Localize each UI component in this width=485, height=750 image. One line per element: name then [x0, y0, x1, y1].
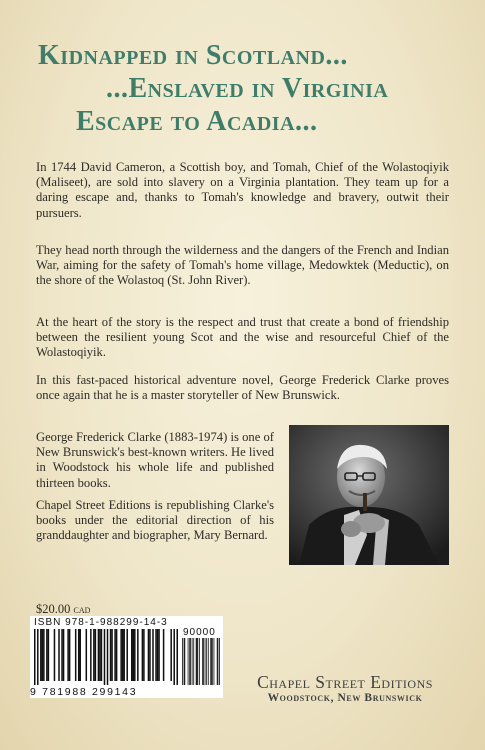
barcode-bar — [134, 629, 136, 681]
addon-bar — [184, 638, 185, 685]
blurb-paragraph-4: In this fast-paced historical adventure novel, George Frederick Clarke proves once again that he is a master storyteller of New Brunswick. — [36, 373, 449, 403]
addon-bar — [217, 638, 218, 685]
headline-kidnapped: Kidnapped in Scotland... — [38, 40, 348, 71]
addon-bar — [197, 638, 198, 685]
barcode-bar — [126, 629, 128, 681]
publisher-name: Chapel Street Editions — [257, 672, 433, 692]
barcode-bar — [107, 629, 109, 685]
addon-bar — [218, 638, 219, 685]
barcode-bar — [157, 629, 159, 681]
barcode-bar — [75, 629, 77, 681]
barcode-bar — [63, 629, 65, 681]
addon-bar — [203, 638, 204, 685]
publisher-location: Woodstock, New Brunswick — [267, 692, 423, 704]
author-photo — [289, 425, 449, 565]
price-label — [36, 602, 90, 617]
barcode-bar — [104, 629, 106, 685]
barcode-bar — [155, 629, 157, 681]
addon-barcode-bars — [182, 638, 220, 685]
barcode-bar — [158, 629, 160, 681]
barcode-bar — [79, 629, 81, 681]
barcode-bar — [137, 629, 139, 681]
addon-bar — [205, 638, 206, 685]
addon-bar — [212, 638, 213, 685]
barcode-bar — [37, 629, 39, 685]
addon-bar — [202, 638, 203, 685]
barcode-bar — [114, 629, 116, 681]
barcode-bar — [133, 629, 135, 681]
barcode-bar — [34, 629, 36, 685]
barcode-bar — [122, 629, 124, 681]
barcode-bar — [98, 629, 100, 681]
barcode-bar — [173, 629, 175, 685]
addon-bar — [182, 638, 183, 685]
headline-enslaved: ...Enslaved in Virginia — [106, 73, 389, 104]
barcode-bar — [149, 629, 151, 681]
barcode-bar — [170, 629, 172, 681]
isbn-number: ISBN 978-1-988299-14-3 — [34, 617, 168, 628]
barcode-bar — [48, 629, 50, 681]
ean-barcode-bars — [34, 629, 178, 685]
price-currency: CAD — [73, 606, 91, 615]
addon-bar — [206, 638, 207, 685]
barcode-bar — [123, 629, 125, 681]
addon-bar — [197, 638, 198, 685]
barcode-bar — [78, 629, 80, 681]
barcode-bar — [40, 629, 42, 681]
addon-bar — [189, 638, 190, 685]
barcode-bar — [67, 629, 69, 681]
barcode-bar — [152, 629, 154, 681]
addon-bar — [210, 638, 211, 685]
barcode-bar — [54, 629, 56, 681]
barcode-bar — [69, 629, 71, 681]
addon-bar — [184, 638, 185, 685]
author-bio: George Frederick Clarke (1883-1974) is one of New Brunswick's best-known writers. He lived in Woodstock his whole life and published thirteen books. — [36, 430, 275, 490]
price-amount: $20.00 — [36, 602, 71, 616]
addon-bar — [190, 638, 191, 685]
addon-digits: 90000 — [183, 627, 216, 638]
barcode-bar — [58, 629, 60, 681]
author-portrait-image — [289, 425, 449, 565]
addon-bar — [196, 638, 197, 685]
addon-bar — [199, 638, 200, 685]
addon-bar — [219, 638, 220, 685]
barcode-bar — [148, 629, 150, 681]
isbn-barcode — [30, 616, 223, 698]
barcode-bar — [86, 629, 88, 681]
barcode-bar — [46, 629, 48, 681]
barcode-bar — [93, 629, 95, 681]
ean-digits: 9 781988 299143 — [30, 686, 138, 698]
addon-bar — [208, 638, 209, 685]
barcode-bar — [143, 629, 145, 681]
barcode-bar — [43, 629, 45, 681]
barcode-bar — [176, 629, 178, 685]
blurb-paragraph-3: At the heart of the story is the respect and trust that create a bond of friendship between the resilient young Scot and the wise and resourceful Chief of the Wolastoqiyik. — [36, 315, 449, 360]
addon-bar — [193, 638, 194, 685]
barcode-bar — [90, 629, 92, 681]
barcode-bar — [42, 629, 44, 681]
barcode-bar — [120, 629, 122, 681]
barcode-bar — [95, 629, 97, 681]
barcode-bar — [61, 629, 63, 681]
barcode-bar — [110, 629, 112, 681]
addon-bar — [211, 638, 212, 685]
blurb-paragraph-2: They head north through the wilderness and the dangers of the French and Indian War, aiming for the safety of Tomah's home village, Medowktek (Meductic), on the shore of the Wolastoq (St. John River). — [36, 243, 449, 288]
barcode-bar — [131, 629, 133, 681]
barcode-bar — [163, 629, 165, 681]
barcode-bar — [99, 629, 101, 681]
headline-escape: Escape to Acadia... — [76, 106, 318, 137]
addon-bar — [188, 638, 189, 685]
barcode-bar — [116, 629, 118, 681]
barcode-bar — [142, 629, 144, 681]
addon-bar — [214, 638, 215, 685]
publisher-imprint — [232, 672, 458, 704]
barcode-bar — [101, 629, 103, 681]
publisher-note: Chapel Street Editions is republishing Clarke's books under the editorial direction of his granddaughter and biographer, Mary Bernard. — [36, 498, 274, 543]
barcode-bar — [111, 629, 113, 681]
addon-bar — [192, 638, 193, 685]
blurb-paragraph-1: In 1744 David Cameron, a Scottish boy, and Tomah, Chief of the Wolastoqiyik (Maliseet), are sold into slavery on a Virginia plantation. They team up for a daring escape and, thanks to Tomah's knowledge and bravery, outwit their pursuers. — [36, 160, 449, 220]
